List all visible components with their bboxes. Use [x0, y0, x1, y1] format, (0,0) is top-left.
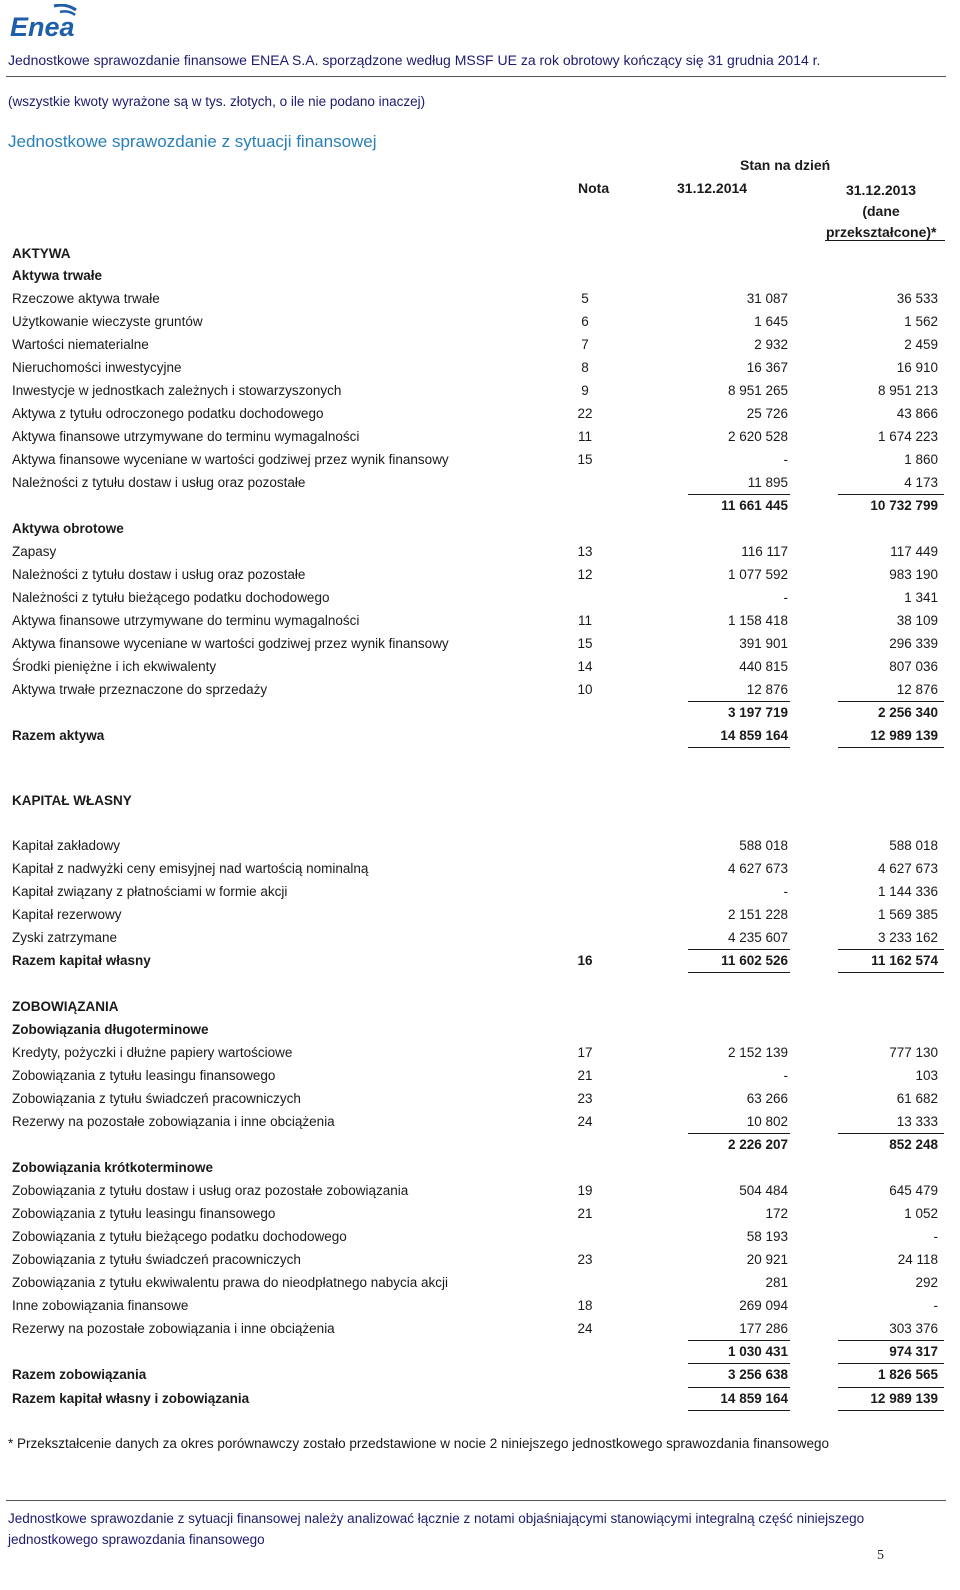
logo-arc-1 [54, 5, 76, 10]
row-label: Aktywa trwałe przeznaczone do sprzedaży [12, 682, 268, 697]
row-label: Zobowiązania krótkoterminowe [12, 1160, 214, 1175]
table-row [0, 564, 960, 586]
row-nota: 18 [577, 1298, 593, 1313]
total-rule [688, 949, 790, 950]
row-nota: 12 [577, 567, 593, 582]
row-nota: 24 [577, 1321, 593, 1336]
row-label: KAPITAŁ WŁASNY [12, 793, 132, 808]
row-value-2014: 10 802 [746, 1114, 788, 1129]
row-value-2014: 11 661 445 [721, 498, 788, 513]
row-value-2014: 1 158 418 [727, 613, 788, 628]
page-number: 5 [877, 1548, 884, 1563]
row-nota: 19 [577, 1183, 593, 1198]
row-nota: 23 [577, 1091, 593, 1106]
row-nota: 10 [577, 682, 593, 697]
row-value-2014: 391 901 [739, 636, 788, 651]
row-value-2014: 11 895 [747, 475, 788, 490]
row-label: Zobowiązania z tytułu ekwiwalentu prawa do nieodpłatnego nabycia akcji [12, 1275, 449, 1290]
row-label: Zobowiązania z tytułu dostaw i usług oraz pozostałe zobowiązania [12, 1183, 409, 1198]
row-value-2013: 43 866 [896, 406, 938, 421]
table-row [0, 1157, 960, 1179]
table-row [0, 656, 960, 678]
row-value-2013: 1 052 [904, 1206, 938, 1221]
row-value-2014: 14 859 164 [720, 728, 788, 743]
report-title: Jednostkowe sprawozdanie finansowe ENEA S.A. sporządzone według MSSF UE za rok obrotowy kończący się 31 grudnia 2014 r. [8, 52, 821, 68]
total-rule [688, 701, 790, 702]
table-row [0, 265, 960, 287]
table-row [0, 288, 960, 310]
row-value-2013: 103 [915, 1068, 938, 1083]
row-nota: 15 [577, 452, 593, 467]
row-nota: 6 [581, 314, 589, 329]
row-label: Kapitał związany z płatnościami w formie akcji [12, 884, 288, 899]
header-col-2013-note2: przekształcone)* [826, 224, 937, 240]
row-value-2014: 2 226 207 [727, 1137, 788, 1152]
total-rule [688, 1387, 790, 1388]
row-value-2013: 24 118 [897, 1252, 938, 1267]
table-row [0, 357, 960, 379]
row-value-2014: 281 [765, 1275, 788, 1290]
row-value-2013: 12 989 139 [870, 728, 938, 743]
row-label: Razem kapitał własny [12, 953, 151, 968]
row-value-2014: 58 193 [746, 1229, 788, 1244]
row-nota: 22 [577, 406, 593, 421]
header-col-2014: 31.12.2014 [677, 180, 748, 196]
row-value-2014: 31 087 [746, 291, 788, 306]
table-row [0, 495, 960, 517]
table-row [0, 1295, 960, 1317]
row-label: Razem aktywa [12, 728, 105, 743]
table-row [0, 243, 960, 265]
table-row [0, 1065, 960, 1087]
row-value-2014: 2 151 228 [727, 907, 788, 922]
table-row [0, 1042, 960, 1064]
row-value-2014: 16 367 [746, 360, 788, 375]
row-label: Zobowiązania długoterminowe [12, 1022, 209, 1037]
row-label: Aktywa z tytułu odroczonego podatku dochodowego [12, 406, 324, 421]
table-row [0, 403, 960, 425]
row-value-2013: 2 256 340 [877, 705, 938, 720]
row-label: Należności z tytułu dostaw i usług oraz pozostałe [12, 567, 306, 582]
row-value-2014: 1 645 [754, 314, 788, 329]
header-stan-na-dzien: Stan na dzień [740, 157, 831, 173]
table-row [0, 472, 960, 494]
row-value-2013: 1 826 565 [877, 1367, 938, 1382]
row-value-2013: 3 233 162 [877, 930, 938, 945]
table-row [0, 904, 960, 926]
header-nota: Nota [578, 180, 610, 196]
top-divider [6, 76, 946, 77]
row-value-2013: 61 682 [896, 1091, 938, 1106]
row-label: Zapasy [12, 544, 57, 559]
row-label: Zobowiązania z tytułu świadczeń pracowniczych [12, 1252, 301, 1267]
row-label: Zobowiązania z tytułu świadczeń pracowniczych [12, 1091, 301, 1106]
total-rule [688, 972, 790, 973]
row-label: Kapitał zakładowy [12, 838, 121, 853]
table-row [0, 881, 960, 903]
row-value-2013: 10 732 799 [870, 498, 938, 513]
table-row [0, 1364, 960, 1386]
row-value-2014: 1 030 431 [727, 1344, 788, 1359]
row-label: Kredyty, pożyczki i dłużne papiery wartościowe [12, 1045, 293, 1060]
table-row [0, 790, 960, 812]
row-value-2013: 2 459 [904, 337, 938, 352]
total-rule [688, 1340, 790, 1341]
row-value-2014: 1 077 592 [727, 567, 788, 582]
row-value-2013: 777 130 [889, 1045, 938, 1060]
row-value-2013: 807 036 [889, 659, 938, 674]
row-label: Zobowiązania z tytułu bieżącego podatku dochodowego [12, 1229, 347, 1244]
total-rule [838, 1363, 944, 1364]
row-value-2013: 303 376 [889, 1321, 938, 1336]
row-label: Środki pieniężne i ich ekwiwalenty [12, 659, 217, 674]
total-rule [838, 1410, 944, 1411]
row-label: Aktywa trwałe [12, 268, 103, 283]
row-value-2014: 14 859 164 [720, 1391, 788, 1406]
table-row [0, 587, 960, 609]
row-nota: 23 [577, 1252, 593, 1267]
row-value-2013: 12 876 [896, 682, 938, 697]
row-label: Należności z tytułu bieżącego podatku dochodowego [12, 590, 330, 605]
row-nota: 7 [581, 337, 589, 352]
header-col-2013 [826, 180, 936, 243]
row-nota: 11 [577, 613, 592, 628]
row-value-2014: 25 726 [746, 406, 788, 421]
row-label: Rzeczowe aktywa trwałe [12, 291, 160, 306]
total-rule [688, 1410, 790, 1411]
row-value-2013: 1 860 [904, 452, 938, 467]
row-nota: 14 [577, 659, 593, 674]
total-rule [838, 972, 944, 973]
row-nota: 21 [577, 1206, 593, 1221]
row-value-2014: 177 286 [739, 1321, 788, 1336]
row-label: Zobowiązania z tytułu leasingu finansowego [12, 1068, 276, 1083]
row-label: Wartości niematerialne [12, 337, 149, 352]
row-value-2014: 8 951 265 [727, 383, 788, 398]
row-value-2014: 2 932 [754, 337, 788, 352]
total-rule [838, 1133, 944, 1134]
row-nota: 16 [577, 953, 593, 968]
row-value-2013: - [933, 1298, 938, 1313]
row-value-2014: 20 921 [746, 1252, 788, 1267]
table-row [0, 725, 960, 747]
row-nota: 24 [577, 1114, 593, 1129]
table-row [0, 1203, 960, 1225]
row-value-2014: - [783, 1068, 788, 1083]
row-label: AKTYWA [12, 246, 71, 261]
table-row [0, 1318, 960, 1340]
row-value-2013: 117 449 [890, 544, 938, 559]
row-value-2014: 116 117 [741, 544, 788, 559]
row-nota: 9 [581, 383, 589, 398]
table-row [0, 702, 960, 724]
row-value-2014: 588 018 [739, 838, 788, 853]
row-nota: 8 [581, 360, 589, 375]
row-nota: 5 [581, 291, 589, 306]
row-value-2013: 1 341 [904, 590, 938, 605]
row-label: Należności z tytułu dostaw i usług oraz pozostałe [12, 475, 306, 490]
row-label: Razem kapitał własny i zobowiązania [12, 1391, 250, 1406]
row-label: Aktywa finansowe wyceniane w wartości godziwej przez wynik finansowy [12, 636, 449, 651]
table-row [0, 679, 960, 701]
table-row [0, 858, 960, 880]
row-value-2013: 4 627 673 [877, 861, 938, 876]
row-label: Rezerwy na pozostałe zobowiązania i inne obciążenia [12, 1321, 335, 1336]
row-value-2013: 11 162 574 [871, 953, 938, 968]
total-rule [688, 1133, 790, 1134]
row-label: Użytkowanie wieczyste gruntów [12, 314, 203, 329]
table-row [0, 380, 960, 402]
row-value-2014: - [783, 884, 788, 899]
row-label: Inwestycje w jednostkach zależnych i stowarzyszonych [12, 383, 342, 398]
table-row [0, 835, 960, 857]
enea-logo [8, 4, 98, 40]
row-label: Aktywa finansowe utrzymywane do terminu wymagalności [12, 429, 360, 444]
table-row [0, 1088, 960, 1110]
row-value-2013: 1 144 336 [877, 884, 938, 899]
row-label: Aktywa finansowe utrzymywane do terminu wymagalności [12, 613, 360, 628]
row-value-2014: 3 197 719 [727, 705, 788, 720]
table-row [0, 1272, 960, 1294]
row-label: Aktywa obrotowe [12, 521, 124, 536]
row-value-2013: 13 333 [896, 1114, 938, 1129]
row-value-2013: 852 248 [889, 1137, 938, 1152]
total-rule [688, 747, 790, 748]
section-title: Jednostkowe sprawozdanie z sytuacji finansowej [8, 132, 377, 151]
bottom-divider [6, 1500, 946, 1501]
row-value-2013: 296 339 [889, 636, 938, 651]
row-value-2013: 16 910 [896, 360, 938, 375]
row-value-2014: 2 152 139 [727, 1045, 788, 1060]
row-value-2014: 504 484 [739, 1183, 788, 1198]
total-rule [838, 494, 944, 495]
row-value-2014: 4 235 607 [727, 930, 788, 945]
footnote: * Przekształcenie danych za okres porównawczy zostało przedstawione w nocie 2 niniejszego jednostkowego sprawozdania finansowego [8, 1436, 829, 1451]
row-value-2013: 38 109 [896, 613, 938, 628]
total-rule [838, 747, 944, 748]
row-value-2013: 4 173 [904, 475, 938, 490]
row-value-2013: - [933, 1229, 938, 1244]
row-label: Zyski zatrzymane [12, 930, 118, 945]
row-value-2013: 12 989 139 [870, 1391, 938, 1406]
row-label: Kapitał rezerwowy [12, 907, 122, 922]
total-rule [688, 1363, 790, 1364]
row-label: Aktywa finansowe wyceniane w wartości godziwej przez wynik finansowy [12, 452, 449, 467]
row-value-2014: - [783, 452, 788, 467]
row-label: Razem zobowiązania [12, 1367, 147, 1382]
row-nota: 13 [577, 544, 593, 559]
logo-text: Enea [10, 12, 75, 40]
table-row [0, 996, 960, 1018]
row-label: ZOBOWIĄZANIA [12, 999, 119, 1014]
total-rule [838, 701, 944, 702]
row-nota: 21 [577, 1068, 593, 1083]
total-rule [688, 494, 790, 495]
header-underline [825, 240, 945, 241]
row-label: Inne zobowiązania finansowe [12, 1298, 189, 1313]
row-value-2013: 1 562 [904, 314, 938, 329]
table-row [0, 1019, 960, 1041]
table-row [0, 1180, 960, 1202]
header-col-2013-note1: (dane [862, 203, 900, 219]
row-label: Kapitał z nadwyżki ceny emisyjnej nad wartością nominalną [12, 861, 369, 876]
row-value-2014: 269 094 [739, 1298, 788, 1313]
row-value-2014: 11 602 526 [721, 953, 788, 968]
table-row [0, 334, 960, 356]
table-row [0, 449, 960, 471]
table-row [0, 518, 960, 540]
row-value-2013: 645 479 [889, 1183, 938, 1198]
table-row [0, 1249, 960, 1271]
row-value-2014: 2 620 528 [727, 429, 788, 444]
row-value-2013: 983 190 [889, 567, 938, 582]
row-value-2014: 172 [765, 1206, 788, 1221]
row-nota: 17 [577, 1045, 593, 1060]
header-col-2013-date: 31.12.2013 [845, 182, 917, 198]
row-label: Rezerwy na pozostałe zobowiązania i inne obciążenia [12, 1114, 335, 1129]
row-value-2014: 4 627 673 [727, 861, 788, 876]
row-nota: 15 [577, 636, 593, 651]
row-value-2013: 1 674 223 [877, 429, 938, 444]
row-label: Zobowiązania z tytułu leasingu finansowego [12, 1206, 276, 1221]
row-value-2013: 974 317 [889, 1344, 938, 1359]
table-row [0, 426, 960, 448]
table-row [0, 1111, 960, 1133]
row-label: Nieruchomości inwestycyjne [12, 360, 182, 375]
row-value-2013: 588 018 [889, 838, 938, 853]
row-value-2014: 3 256 638 [727, 1367, 788, 1382]
table-row [0, 1134, 960, 1156]
table-row [0, 311, 960, 333]
row-value-2014: - [783, 590, 788, 605]
row-value-2014: 440 815 [739, 659, 788, 674]
table-row [0, 1388, 960, 1410]
table-row [0, 610, 960, 632]
row-value-2014: 12 876 [746, 682, 788, 697]
row-value-2013: 1 569 385 [877, 907, 938, 922]
row-value-2014: 63 266 [746, 1091, 788, 1106]
table-row [0, 541, 960, 563]
row-value-2013: 292 [915, 1275, 938, 1290]
total-rule [838, 1387, 944, 1388]
units-note: (wszystkie kwoty wyrażone są w tys. złotych, o ile nie podano inaczej) [8, 94, 426, 109]
table-row [0, 633, 960, 655]
table-row [0, 950, 960, 972]
table-row [0, 927, 960, 949]
footer-text: Jednostkowe sprawozdanie z sytuacji finansowej należy analizować łącznie z notami objaśniającymi stanowiącymi integralną część niniejszego jednostkowego sprawozdania finansowego [8, 1511, 865, 1547]
row-value-2013: 8 951 213 [877, 383, 938, 398]
row-value-2013: 36 533 [896, 291, 938, 306]
table-row [0, 1226, 960, 1248]
total-rule [838, 949, 944, 950]
table-row [0, 1341, 960, 1363]
total-rule [838, 1340, 944, 1341]
row-nota: 11 [577, 429, 592, 444]
